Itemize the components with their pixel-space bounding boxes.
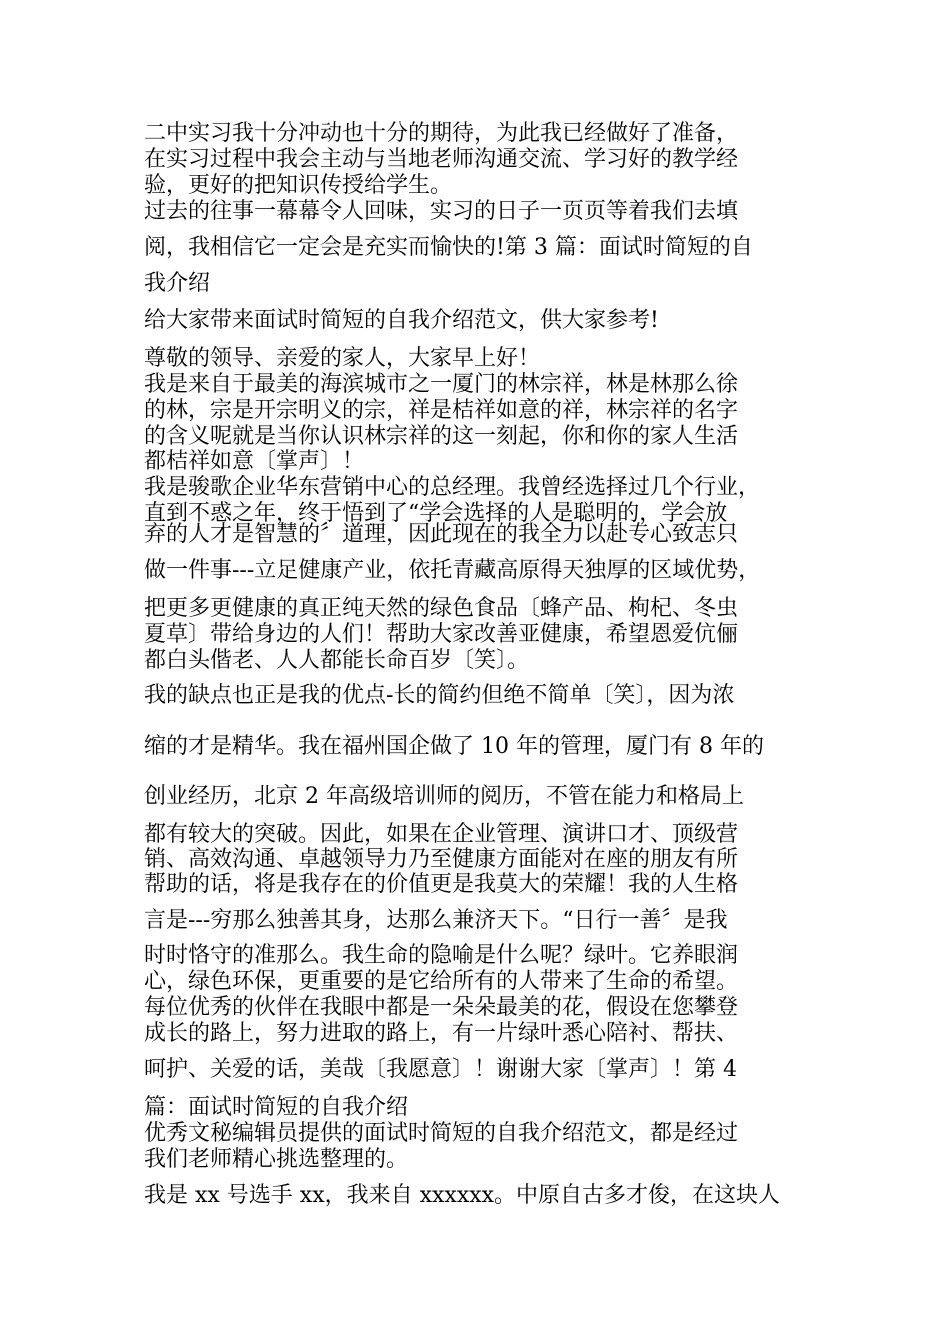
text-line: 篇：面试时简短的自我介绍 [144, 1095, 409, 1120]
text-line: 给大家带来面试时简短的自我介绍范文，供大家参考! [144, 308, 659, 333]
text-line: 都白头偕老、人人都能长命百岁〔笑〕。 [144, 648, 530, 673]
text-line: 在实习过程中我会主动与当地老师沟通交流、学习好的教学经 [144, 147, 739, 172]
text-line: 每位优秀的伙伴在我眼中都是一朵朵最美的花，假设在您攀登 [144, 995, 739, 1020]
text-line: 优秀文秘编辑员提供的面试时简短的自我介绍范文，都是经过 [144, 1121, 739, 1146]
text-line: 我介绍 [144, 271, 211, 296]
text-line: 成长的路上，努力进取的路上，有一片绿叶悉心陪衬、帮扶、 [144, 1021, 739, 1046]
text-line: 阅，我相信它一定会是充实而愉快的!第 3 篇：面试时简短的自 [144, 235, 753, 260]
text-line: 缩的才是精华。我在福州国企做了 10 年的管理，厦门有 8 年的 [144, 734, 764, 759]
text-line: 时时恪守的准那么。我生命的隐喻是什么呢？绿叶。它养眼润 [144, 943, 739, 968]
text-line: 我是 xx 号选手 xx，我来自 xxxxxx。中原自古多才俊，在这块人 [144, 1183, 781, 1208]
text-line: 的含义呢就是当你认识林宗祥的这一刻起，你和你的家人生活 [144, 424, 739, 449]
text-line: 我们老师精心挑选整理的。 [144, 1147, 409, 1172]
text-line: 做一件事---立足健康产业，依托青藏高原得天独厚的区域优势， [144, 558, 761, 583]
text-line: 把更多更健康的真正纯天然的绿色食品〔蜂产品、枸杞、冬虫 [144, 596, 739, 621]
text-line: 直到不惑之年，终于悟到了“学会选择的人是聪明的，学会放 [144, 501, 728, 526]
text-line: 弃的人才是智慧的〞道理，因此现在的我全力以赴专心致志只 [144, 522, 739, 547]
text-line: 销、高效沟通、卓越领导力乃至健康方面能对在座的朋友有所 [144, 847, 739, 872]
text-line: 都桔祥如意〔掌声〕！ [144, 449, 365, 474]
text-line: 验，更好的把知识传授给学生。 [144, 173, 453, 198]
text-line: 创业经历，北京 2 年高级培训师的阅历，不管在能力和格局上 [144, 784, 744, 809]
text-line: 夏草〕带给身边的人们！帮助大家改善亚健康，希望恩爱伉俪 [144, 622, 739, 647]
text-line: 呵护、关爱的话，美哉〔我愿意〕！谢谢大家〔掌声〕！第 4 [144, 1057, 737, 1082]
text-line: 的林，宗是开宗明义的宗，祥是桔祥如意的祥，林宗祥的名字 [144, 398, 739, 423]
text-line: 帮助的话，将是我存在的价值更是我莫大的荣耀！我的人生格 [144, 872, 739, 897]
text-line: 我是来自于最美的海滨城市之一厦门的林宗祥，林是林那么徐 [144, 372, 739, 397]
text-line: 我的缺点也正是我的优点-长的简约但绝不简单〔笑〕，因为浓 [144, 683, 735, 708]
text-line: 二中实习我十分冲动也十分的期待，为此我已经做好了准备， [144, 121, 739, 146]
text-line: 尊敬的领导、亲爱的家人，大家早上好！ [144, 346, 541, 371]
text-line: 过去的往事一幕幕令人回味，实习的日子一页页等着我们去填 [144, 199, 739, 224]
text-line: 言是---穷那么独善其身，达那么兼济天下。“日行一善〞是我 [144, 908, 728, 933]
text-line: 我是骏歌企业华东营销中心的总经理。我曾经选择过几个行业， [144, 475, 761, 500]
text-line: 都有较大的突破。因此，如果在企业管理、演讲口才、顶级营 [144, 822, 739, 847]
text-line: 心，绿色环保，更重要的是它给所有的人带来了生命的希望。 [144, 969, 739, 994]
